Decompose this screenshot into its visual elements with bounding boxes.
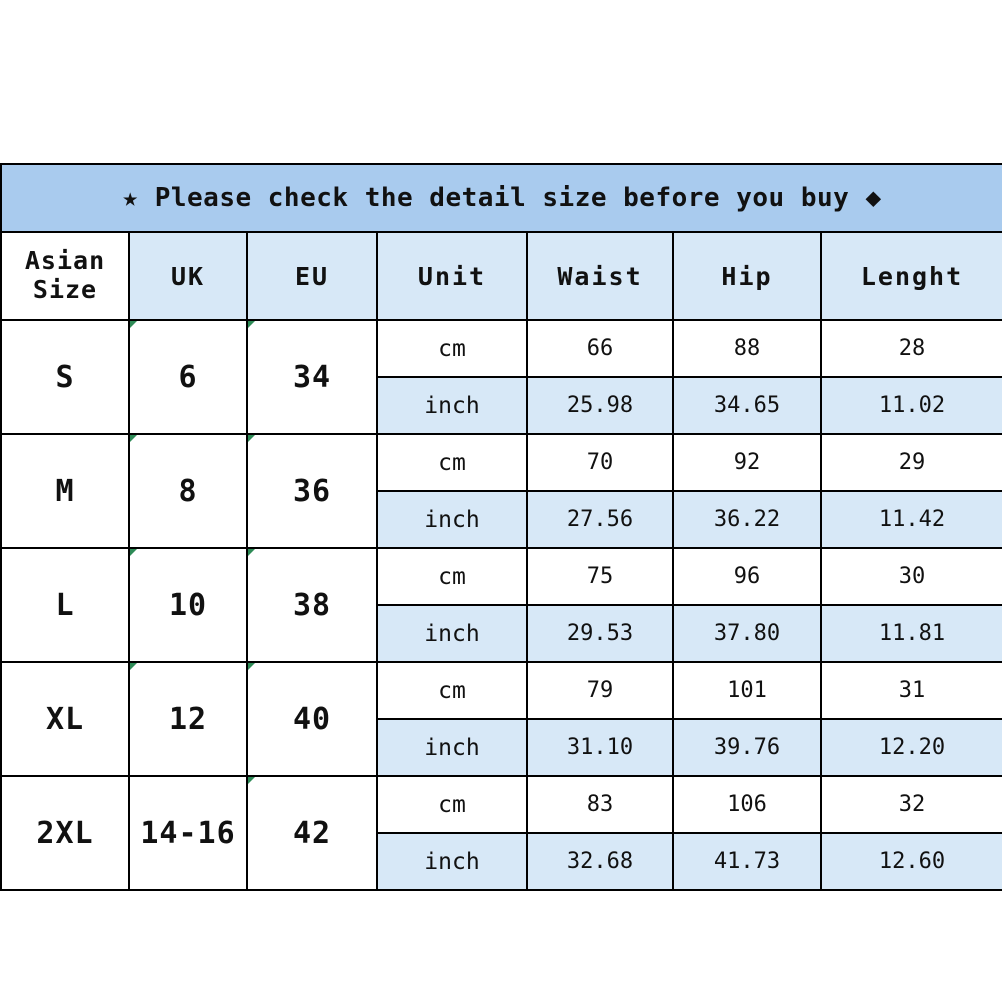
cell-hip-inch: 36.22 (673, 491, 821, 548)
cell-length-inch: 11.42 (821, 491, 1002, 548)
cell-eu: 34 (247, 320, 377, 434)
cell-waist-cm: 70 (527, 434, 673, 491)
header-asian-size (1, 232, 129, 320)
cell-waist-cm: 79 (527, 662, 673, 719)
cell-unit-cm: cm (377, 776, 527, 833)
cell-waist-inch: 31.10 (527, 719, 673, 776)
cell-uk: 8 (129, 434, 247, 548)
cell-length-cm: 32 (821, 776, 1002, 833)
table-row (1, 662, 1002, 719)
header-unit: Unit (377, 232, 527, 320)
cell-hip-inch: 41.73 (673, 833, 821, 890)
cell-asian-size: L (1, 548, 129, 662)
cell-waist-cm: 75 (527, 548, 673, 605)
header-row (1, 232, 1002, 320)
cell-uk: 6 (129, 320, 247, 434)
cell-unit-inch: inch (377, 491, 527, 548)
cell-hip-cm: 106 (673, 776, 821, 833)
banner-text: Please check the detail size before you buy (154, 183, 850, 213)
cell-asian-size: XL (1, 662, 129, 776)
header-length: Lenght (821, 232, 1002, 320)
size-chart-container (0, 163, 1002, 891)
cell-length-cm: 29 (821, 434, 1002, 491)
header-asian-size-line1: Asian (24, 246, 106, 276)
cell-eu: 42 (247, 776, 377, 890)
diamond-icon: ◆ (865, 183, 882, 213)
cell-uk: 12 (129, 662, 247, 776)
cell-waist-cm: 66 (527, 320, 673, 377)
header-waist: Waist (527, 232, 673, 320)
cell-unit-cm: cm (377, 320, 527, 377)
star-icon: ★ (122, 183, 139, 213)
banner-row (1, 164, 1002, 232)
cell-waist-inch: 29.53 (527, 605, 673, 662)
banner-cell (1, 164, 1002, 232)
cell-hip-cm: 101 (673, 662, 821, 719)
cell-waist-inch: 25.98 (527, 377, 673, 434)
cell-asian-size: 2XL (1, 776, 129, 890)
cell-unit-cm: cm (377, 548, 527, 605)
size-chart-table (0, 163, 1002, 891)
header-asian-size-line2: Size (32, 275, 98, 304)
cell-uk: 10 (129, 548, 247, 662)
cell-hip-cm: 88 (673, 320, 821, 377)
cell-eu: 38 (247, 548, 377, 662)
header-hip: Hip (673, 232, 821, 320)
cell-waist-inch: 32.68 (527, 833, 673, 890)
cell-waist-inch: 27.56 (527, 491, 673, 548)
cell-length-inch: 12.60 (821, 833, 1002, 890)
header-eu: EU (247, 232, 377, 320)
cell-unit-inch: inch (377, 719, 527, 776)
cell-length-cm: 31 (821, 662, 1002, 719)
cell-hip-cm: 92 (673, 434, 821, 491)
cell-length-inch: 11.02 (821, 377, 1002, 434)
cell-unit-inch: inch (377, 833, 527, 890)
cell-uk: 14-16 (129, 776, 247, 890)
cell-unit-cm: cm (377, 662, 527, 719)
cell-hip-inch: 39.76 (673, 719, 821, 776)
cell-waist-cm: 83 (527, 776, 673, 833)
table-row (1, 776, 1002, 833)
cell-asian-size: M (1, 434, 129, 548)
cell-eu: 40 (247, 662, 377, 776)
table-row (1, 434, 1002, 491)
header-uk: UK (129, 232, 247, 320)
cell-hip-inch: 37.80 (673, 605, 821, 662)
cell-unit-inch: inch (377, 605, 527, 662)
cell-length-cm: 30 (821, 548, 1002, 605)
cell-length-inch: 12.20 (821, 719, 1002, 776)
cell-length-inch: 11.81 (821, 605, 1002, 662)
cell-asian-size: S (1, 320, 129, 434)
cell-eu: 36 (247, 434, 377, 548)
table-row (1, 320, 1002, 377)
cell-unit-cm: cm (377, 434, 527, 491)
table-row (1, 548, 1002, 605)
cell-unit-inch: inch (377, 377, 527, 434)
cell-hip-inch: 34.65 (673, 377, 821, 434)
cell-hip-cm: 96 (673, 548, 821, 605)
cell-length-cm: 28 (821, 320, 1002, 377)
